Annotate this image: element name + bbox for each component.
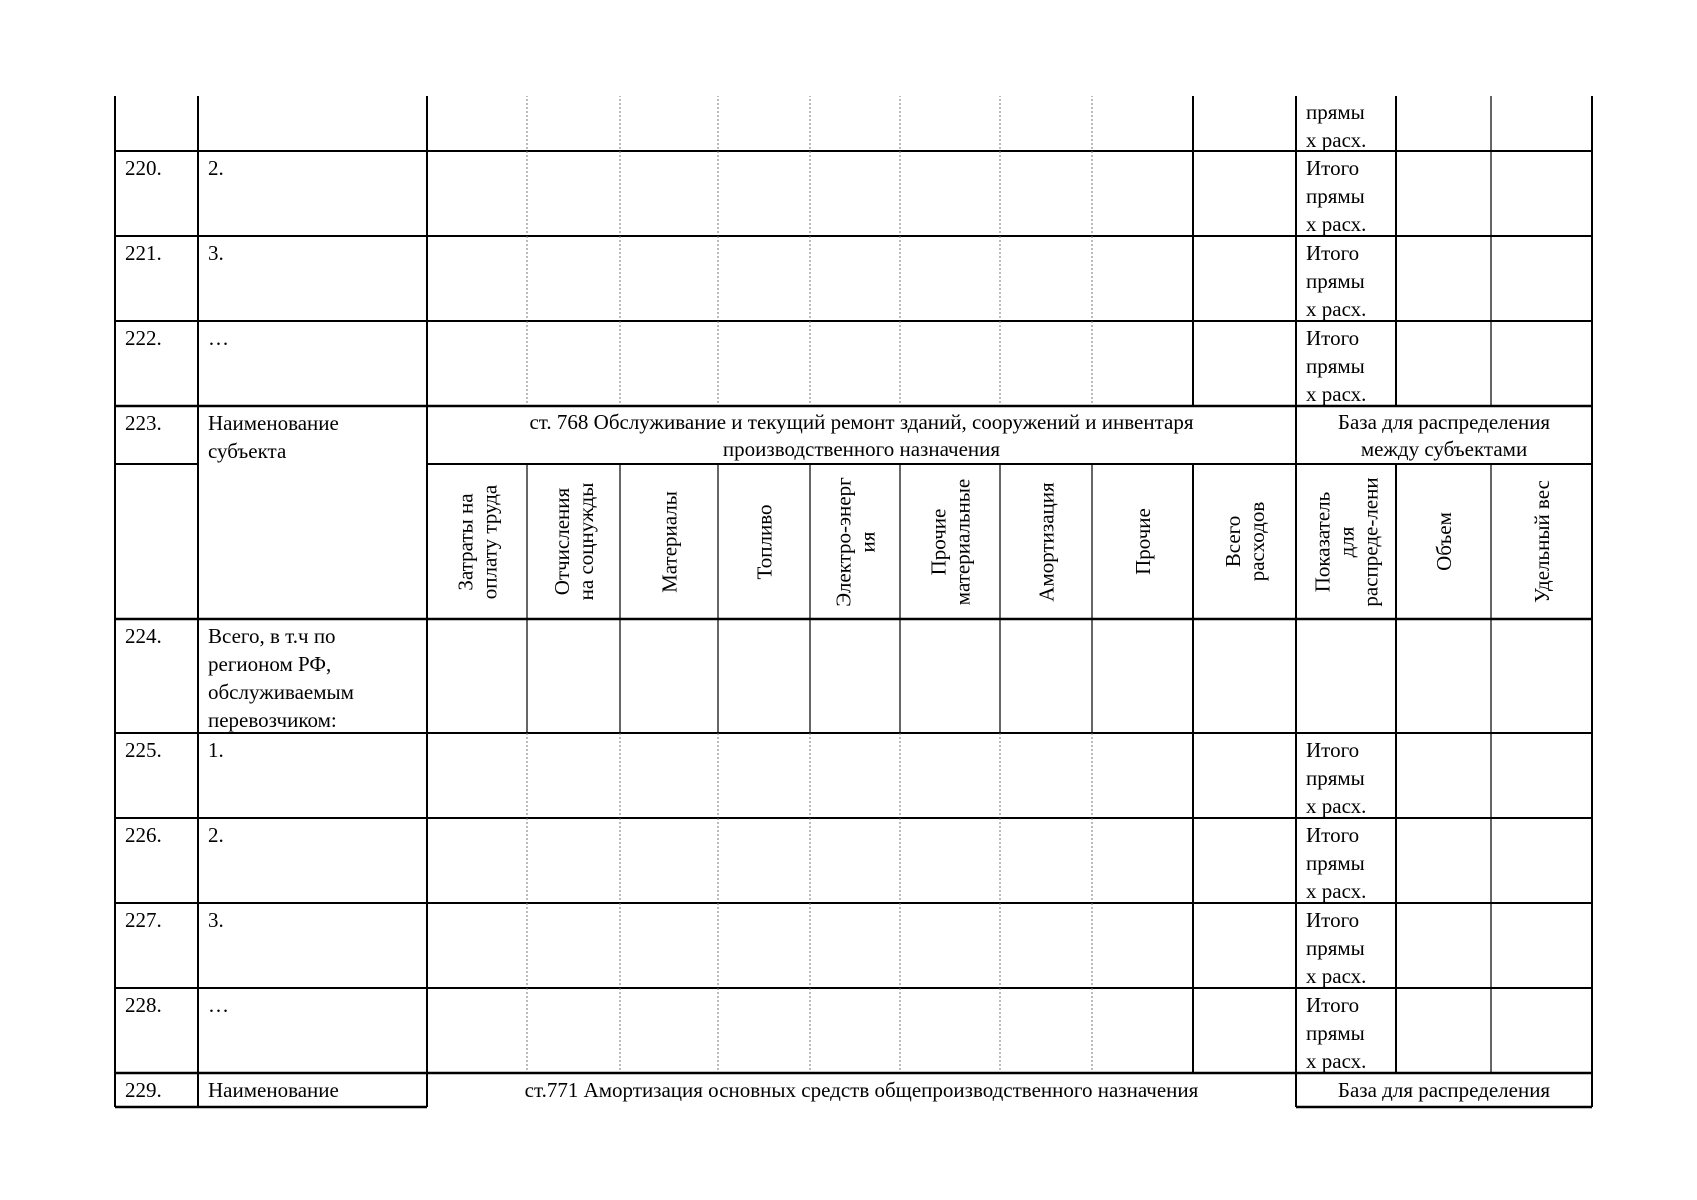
subject-cell-bottom-3: … [208, 993, 229, 1017]
column-header-volume: Объем [1431, 512, 1456, 571]
column-header-total-expenses: Всего расходов [1220, 501, 1269, 582]
base-indicator-cell-bottom-1: Итого прямы х расх. [1306, 823, 1367, 903]
row-number-bottom-2: 227. [125, 908, 162, 932]
row-number-bottom-1: 226. [125, 823, 162, 847]
total-subject-cell: Всего, в т.ч по регионом РФ, обслуживаемым перевозчиком: [208, 624, 354, 732]
column-header-other-materials: Прочие материальные [926, 478, 974, 605]
distribution-base-title-229: База для распределения [1337, 1078, 1551, 1102]
column-header-fuel: Топливо [752, 504, 776, 579]
column-header-electricity: Электро-энерг ия [831, 476, 879, 607]
base-indicator-cell-top-3: Итого прямы х расх. [1306, 326, 1367, 406]
column-header-depreciation: Амортизация [1034, 481, 1058, 602]
column-header-materials: Материалы [657, 490, 681, 593]
subject-cell-top-1: 2. [208, 156, 224, 180]
column-header-indicator: Показатель для распреде-лени [1310, 476, 1382, 607]
column-header-other: Прочие [1130, 508, 1155, 575]
column-header-share: Удельный вес [1529, 480, 1554, 603]
subject-cell-bottom-1: 2. [208, 823, 224, 847]
column-header-social-charges: Отчисления на соцнужды [549, 482, 598, 601]
row-number-top-1: 220. [125, 156, 162, 180]
article-768-title: ст. 768 Обслуживание и текущий ремонт зданий, сооружений и инвентаря производственного назначения [529, 410, 1194, 461]
row-number-223: 223. [125, 411, 162, 435]
base-indicator-cell-top-1: Итого прямы х расх. [1306, 156, 1367, 236]
subject-cell-bottom-2: 3. [208, 908, 224, 932]
base-indicator-cell-top-2: Итого прямы х расх. [1306, 241, 1367, 321]
column-header-labor-cost: Затраты на оплату труда [453, 484, 501, 599]
subject-cell-bottom-0: 1. [208, 738, 224, 762]
article-771-title: ст.771 Амортизация основных средств общепроизводственного назначения [524, 1078, 1199, 1102]
row-number-bottom-3: 228. [125, 993, 162, 1017]
row-number-bottom-0: 225. [125, 738, 162, 762]
base-indicator-cell-bottom-2: Итого прямы х расх. [1306, 908, 1367, 988]
row-number-top-2: 221. [125, 241, 162, 265]
base-indicator-cell-bottom-3: Итого прямы х расх. [1306, 993, 1367, 1073]
base-indicator-cell-top-0: прямы х расх. [1306, 100, 1367, 152]
row-number-224: 224. [125, 624, 162, 648]
row-number-top-3: 222. [125, 326, 162, 350]
subject-header: Наименование субъекта [208, 411, 339, 463]
subject-cell-top-3: … [208, 326, 229, 350]
subject-cell-229: Наименование [208, 1078, 339, 1102]
distribution-base-title: База для распределения между субъектами [1337, 410, 1551, 461]
base-indicator-cell-bottom-0: Итого прямы х расх. [1306, 738, 1367, 818]
row-number-229: 229. [125, 1078, 162, 1102]
subject-cell-top-2: 3. [208, 241, 224, 265]
